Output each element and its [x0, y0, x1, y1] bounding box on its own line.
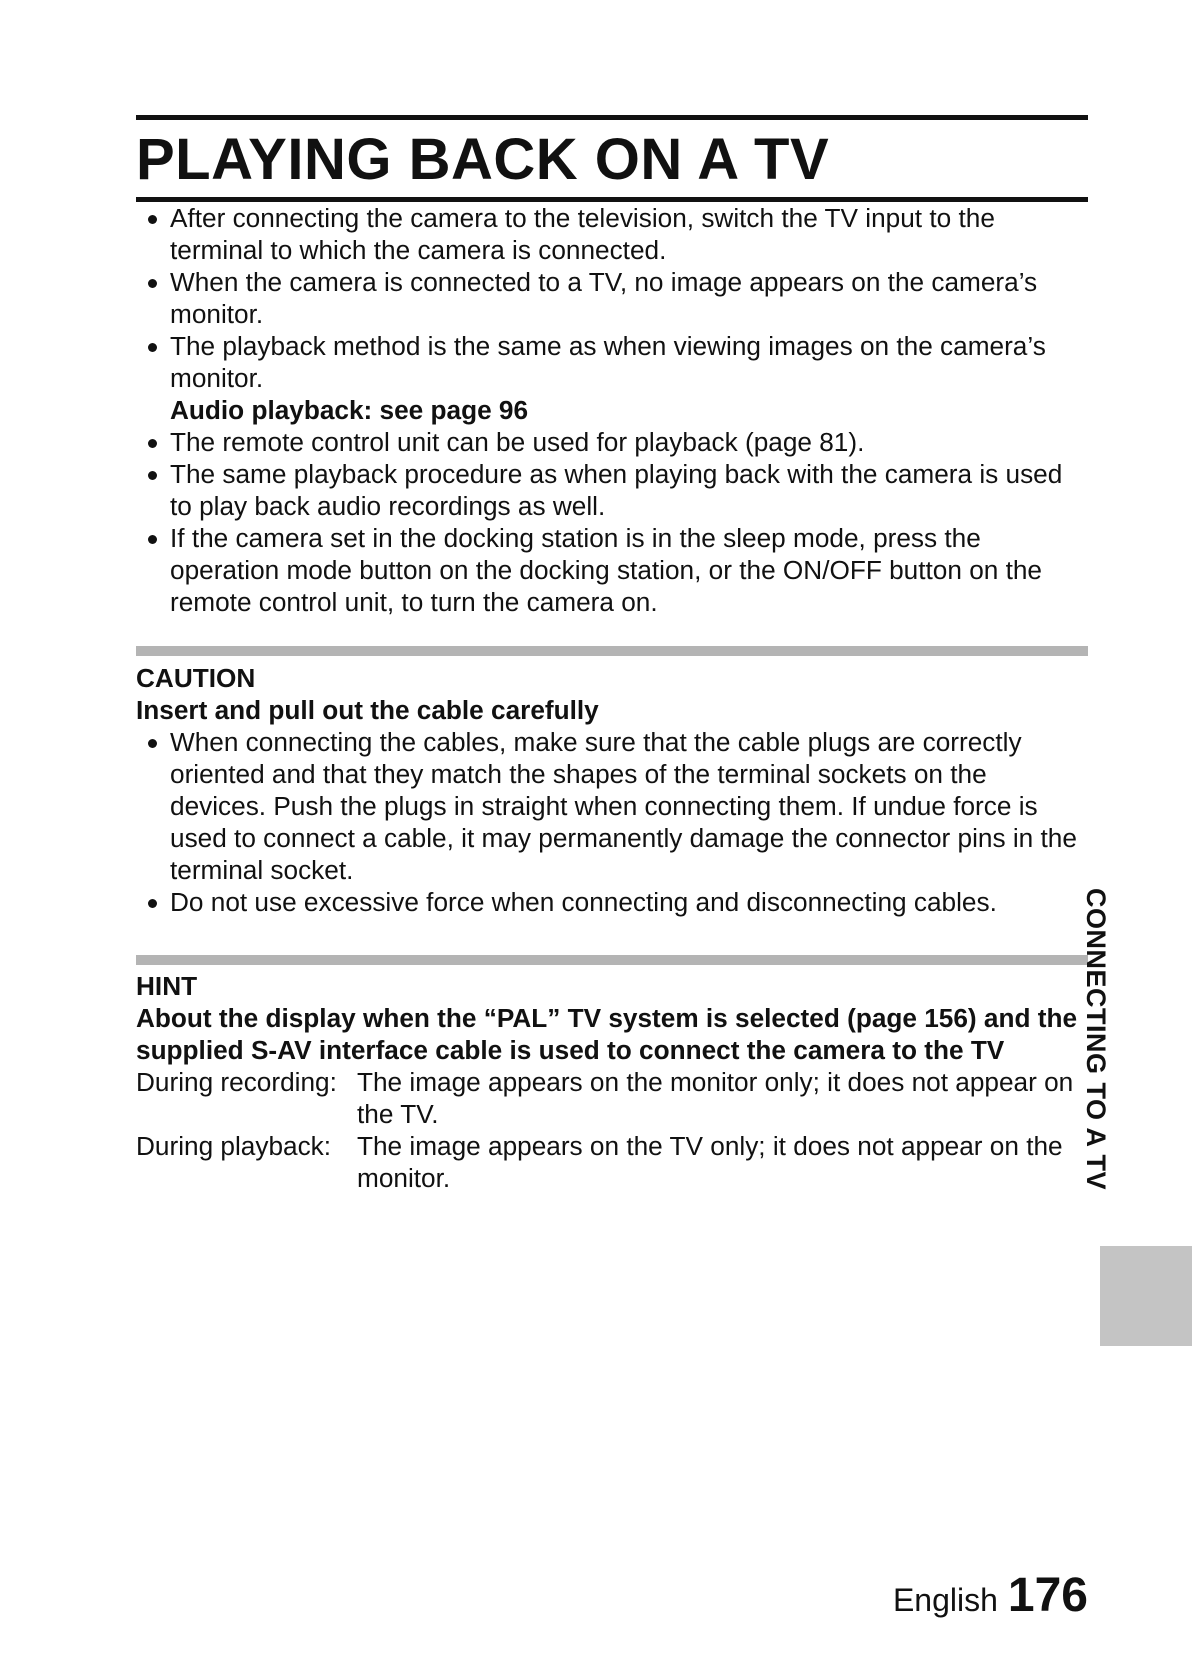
hint-section	[136, 970, 1088, 1194]
caution-label: CAUTION	[136, 663, 256, 693]
list-item: If the camera set in the docking station is in the sleep mode, press the operation mode button on the docking station, or the ON/OFF button on the remote control unit, to turn the camera on.	[136, 522, 1088, 618]
list-item: When connecting the cables, make sure that the cable plugs are correctly oriented and that they match the shapes of the terminal sockets on the devices. Push the plugs in straight when connecting them. If undue force is used to connect a cable, it may permanently damage the connector pins in the terminal socket.	[136, 726, 1088, 886]
chapter-tab	[1100, 1246, 1192, 1346]
page-footer	[893, 1568, 1088, 1623]
hint-description: The image appears on the monitor only; it does not appear on the TV.	[357, 1067, 1074, 1129]
hint-divider	[136, 955, 1088, 965]
list-item: The playback method is the same as when viewing images on the camera’s monitor.	[136, 330, 1088, 394]
list-item: Do not use excessive force when connecting and disconnecting cables.	[136, 886, 1088, 918]
hint-heading: About the display when the “PAL” TV system is selected (page 156) and the supplied S-AV interface cable is used to connect the camera to the TV	[136, 1003, 1078, 1065]
caution-section	[136, 662, 1088, 918]
caution-heading: Insert and pull out the cable carefully	[136, 695, 599, 725]
list-item: When the camera is connected to a TV, no image appears on the camera’s monitor.	[136, 266, 1088, 330]
audio-playback-note: Audio playback: see page 96	[170, 395, 529, 425]
hint-row-playback	[136, 1130, 1088, 1194]
list-item: After connecting the camera to the television, switch the TV input to the terminal to which the camera is connected.	[136, 202, 1088, 266]
hint-label: HINT	[136, 971, 198, 1001]
hint-row-recording	[136, 1066, 1088, 1130]
chapter-side-label: CONNECTING TO A TV	[1081, 888, 1111, 1191]
hint-description: The image appears on the TV only; it does not appear on the monitor.	[357, 1131, 1063, 1193]
intro-section	[136, 202, 1088, 618]
page-title: PLAYING BACK ON A TV	[136, 127, 830, 192]
intro-bullet-list-continued	[136, 426, 1088, 618]
list-item: The remote control unit can be used for playback (page 81).	[136, 426, 1088, 458]
hint-term: During playback:	[136, 1131, 332, 1161]
page-number: 176	[1007, 1569, 1088, 1622]
intro-bullet-list	[136, 202, 1088, 394]
caution-divider	[136, 646, 1088, 656]
caution-bullet-list	[136, 726, 1088, 918]
hint-term: During recording:	[136, 1067, 337, 1097]
top-rule	[136, 115, 1088, 120]
footer-language: English	[892, 1582, 998, 1618]
list-item: The same playback procedure as when playing back with the camera is used to play back audio recordings as well.	[136, 458, 1088, 522]
